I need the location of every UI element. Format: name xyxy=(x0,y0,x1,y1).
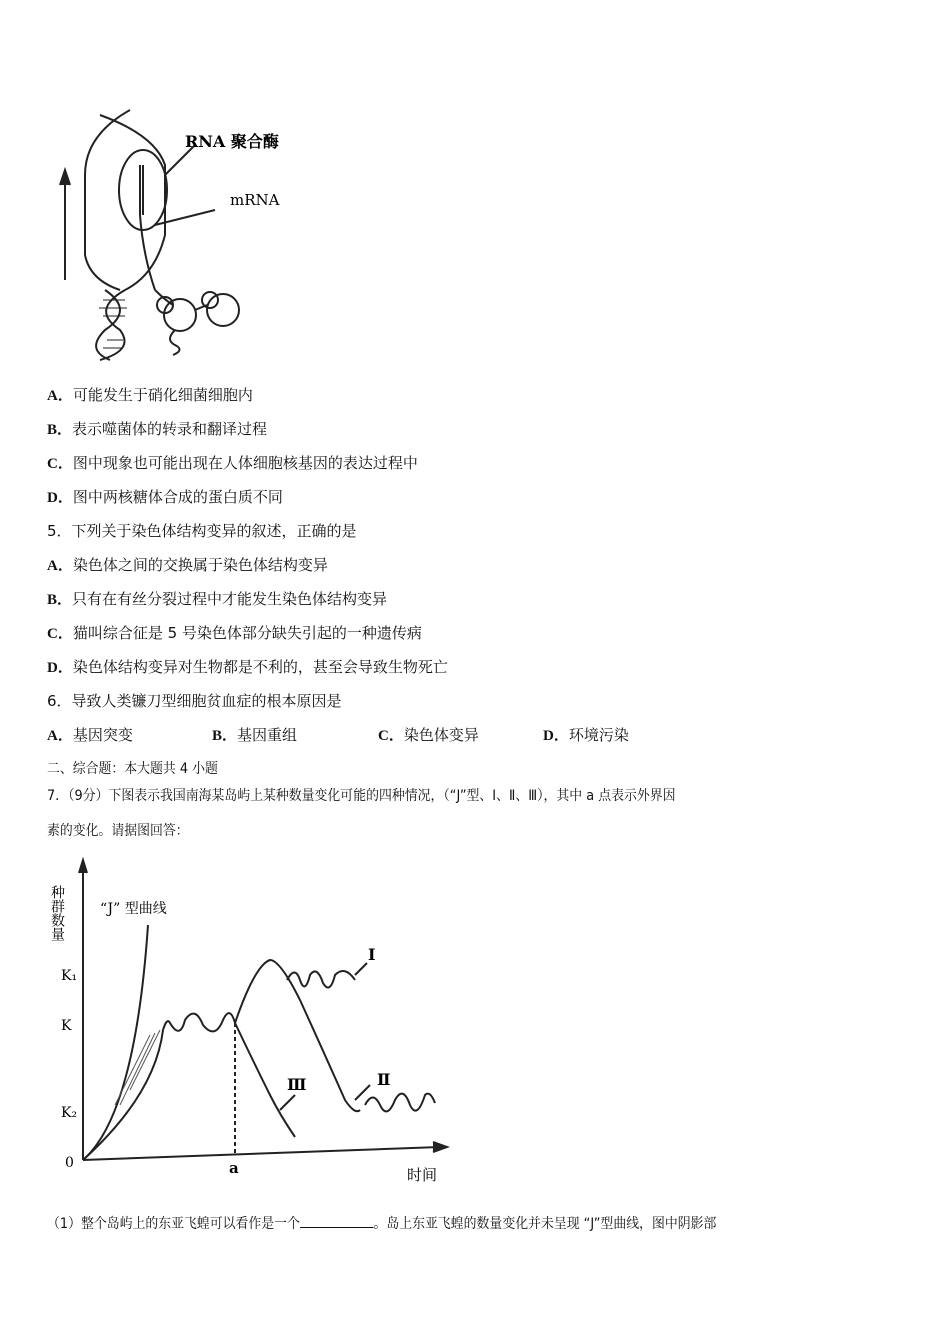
q5-option-a[interactable] xyxy=(47,555,328,576)
option-text: 染色体之间的交换属于染色体结构变异 xyxy=(72,556,328,574)
option-letter: C． xyxy=(47,456,73,472)
a-label: a xyxy=(229,1159,239,1177)
q6-option-d[interactable] xyxy=(543,725,629,746)
y-axis-label: 种群数量 xyxy=(49,885,65,941)
q7-sub1-text-b: 。岛上东亚飞蝗的数量变化并未呈现 “J”型曲线，图中阴影部 xyxy=(373,1216,717,1232)
label-rna-polymerase: RNA 聚合酶 xyxy=(185,132,279,151)
option-letter: C． xyxy=(378,728,404,744)
option-letter: A． xyxy=(47,558,73,574)
q6-stem: 6．导致人类镰刀型细胞贫血症的根本原因是 xyxy=(47,692,342,710)
q7-sub1 xyxy=(47,1213,716,1234)
q5-option-c[interactable] xyxy=(47,623,422,644)
curve-iii xyxy=(235,1023,295,1137)
q6-option-c[interactable] xyxy=(378,725,479,746)
option-text: 表示噬菌体的转录和翻译过程 xyxy=(72,420,268,438)
answer-blank[interactable] xyxy=(300,1213,374,1228)
logistic-curve xyxy=(83,1013,235,1160)
curve-i xyxy=(235,960,300,1023)
k-label: K xyxy=(61,1018,72,1034)
k1-label: K₁ xyxy=(61,968,78,984)
dna-strand-left xyxy=(85,110,130,290)
curve-ii-label: Ⅱ xyxy=(377,1070,391,1089)
option-text: 图中两核糖体合成的蛋白质不同 xyxy=(72,488,283,506)
option-text: 图中现象也可能出现在人体细胞核基因的表达过程中 xyxy=(72,454,418,472)
option-text: 环境污染 xyxy=(568,726,629,744)
x-axis-label: 时间 xyxy=(407,1166,438,1184)
option-letter: D． xyxy=(543,728,569,744)
curve-ii xyxy=(300,1000,360,1111)
q6-option-a[interactable] xyxy=(47,725,133,746)
transcription-translation-diagram xyxy=(55,105,315,370)
q7-stem-line2: 素的变化。请据图回答： xyxy=(47,823,189,839)
ribosome xyxy=(164,299,196,331)
k2-label: K₂ xyxy=(61,1105,78,1121)
curve-i-label: Ⅰ xyxy=(368,945,376,964)
x-axis xyxy=(83,1147,440,1160)
option-letter: A． xyxy=(47,728,73,744)
population-curve-figure xyxy=(49,855,455,1185)
curve-iii-label: Ⅲ xyxy=(287,1075,307,1094)
q7-stem-line1: 7．（9分）下图表示我国南海某岛屿上某种数量变化可能的四种情况，（“J”型、Ⅰ、Ⅱ、Ⅲ），其中 a 点表示外界因 xyxy=(47,788,676,804)
option-letter: D． xyxy=(47,490,73,506)
option-text: 猫叫综合征是 5 号染色体部分缺失引起的一种遗传病 xyxy=(72,624,422,642)
option-text: 染色体结构变异对生物都是不利的，甚至会导致生物死亡 xyxy=(72,658,448,676)
option-text: 染色体变异 xyxy=(403,726,479,744)
option-text: 只有在有丝分裂过程中才能发生染色体结构变异 xyxy=(72,590,388,608)
option-letter: D． xyxy=(47,660,73,676)
q6-option-b[interactable] xyxy=(212,725,297,746)
dna-strand-right xyxy=(100,115,165,290)
q7-sub1-text-a: （1）整个岛屿上的东亚飞蝗可以看作是一个 xyxy=(47,1216,300,1232)
label-mrna: mRNA xyxy=(230,191,280,209)
q4-option-d[interactable] xyxy=(47,487,283,508)
q4-option-a[interactable] xyxy=(47,385,253,406)
section-heading: 二、综合题：本大题共 4 小题 xyxy=(47,761,218,777)
q4-option-c[interactable] xyxy=(47,453,418,474)
option-letter: B． xyxy=(47,422,73,438)
origin-label: 0 xyxy=(65,1155,74,1171)
ribosome xyxy=(207,294,239,326)
option-text: 基因突变 xyxy=(72,726,133,744)
option-letter: A． xyxy=(47,388,73,404)
q5-option-b[interactable] xyxy=(47,589,387,610)
j-curve xyxy=(83,925,148,1160)
q4-option-b[interactable] xyxy=(47,419,267,440)
q5-option-d[interactable] xyxy=(47,657,448,678)
option-text: 基因重组 xyxy=(237,726,298,744)
option-letter: B． xyxy=(212,728,238,744)
option-letter: C． xyxy=(47,626,73,642)
option-letter: B． xyxy=(47,592,73,608)
j-curve-label: “J” 型曲线 xyxy=(100,901,167,917)
q5-stem: 5．下列关于染色体结构变异的叙述，正确的是 xyxy=(47,522,357,540)
option-text: 可能发生于硝化细菌细胞内 xyxy=(72,386,253,404)
